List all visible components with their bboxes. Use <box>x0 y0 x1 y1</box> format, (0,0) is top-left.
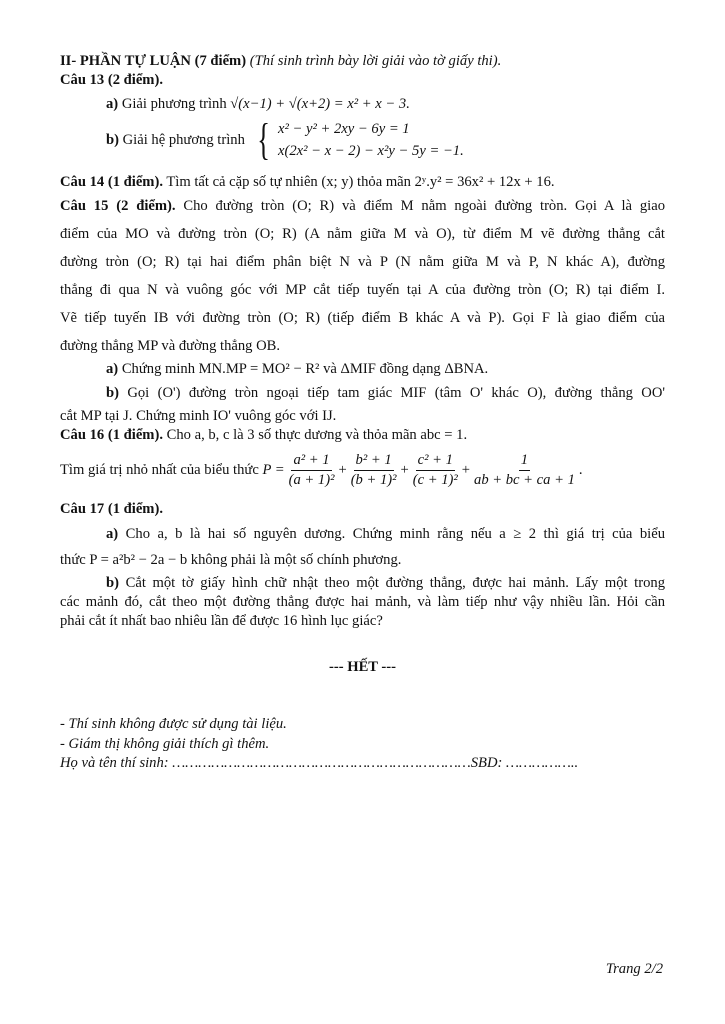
q15-b-label: b) <box>106 384 119 401</box>
q17-title: Câu 17 (1 điểm). <box>60 501 163 518</box>
q17-a-text-2: thức P = a²b² − 2a − b không phải là một số chính phương. <box>60 551 402 568</box>
q16-text-2: Tìm giá trị nhỏ nhất của biểu thức <box>60 462 259 479</box>
expression-end: . <box>578 462 583 479</box>
q15-part-a <box>60 360 665 379</box>
fraction-b <box>349 451 399 490</box>
q17-a-label: a) <box>106 526 119 543</box>
fraction-d-den: ab + bc + ca + 1 <box>474 471 575 488</box>
q16-title: Câu 16 (1 điểm). <box>60 427 163 444</box>
plus-sign: + <box>400 462 409 479</box>
q15-text-1: Cho đường tròn (O; R) và điểm M nằm ngoài đường tròn. Gọi A là giao <box>183 198 665 215</box>
note-1: - Thí sinh không được sử dụng tài liệu. <box>60 715 287 732</box>
plus-sign: + <box>461 462 471 479</box>
exam-notes <box>60 715 665 774</box>
page-number: Trang 2/2 <box>605 961 663 977</box>
fraction-c-den: (c + 1)² <box>412 471 458 488</box>
q15-line-4: thẳng đi qua N và vuông góc với MP cắt tiếp tuyến tại A của đường tròn (O; R) tại điểm I. <box>60 282 665 299</box>
fraction-a-den: (a + 1)² <box>288 471 335 488</box>
q13-b-text: Giải hệ phương trình <box>122 131 245 148</box>
q13-part-b <box>60 115 665 165</box>
q13-a-label: a) <box>106 95 119 112</box>
fraction-b-num: b² + 1 <box>354 451 394 470</box>
section-title: II- PHẦN TỰ LUẬN (7 điểm) <box>60 53 247 69</box>
fraction-d-num: 1 <box>519 451 530 470</box>
equation-system <box>278 118 464 163</box>
fraction-b-den: (b + 1)² <box>350 471 397 488</box>
fraction-d <box>472 451 577 490</box>
system-eq-2: x(2x² − x − 2) − x²y − 5y = −1. <box>278 143 464 160</box>
q13-b-label: b) <box>106 131 119 148</box>
fraction-a-num: a² + 1 <box>291 451 331 470</box>
end-mark: --- HẾT --- <box>328 658 396 675</box>
q13-a-expr: √(x−1) + √(x+2) = x² + x − 3. <box>230 95 410 112</box>
q14-text: Tìm tất cả cặp số tự nhiên (x; y) thỏa mãn 2ʸ.y² = 36x² + 12x + 16. <box>166 173 555 190</box>
q16-p-label: P = <box>262 462 285 479</box>
q15-line-1 <box>60 192 665 220</box>
system-eq-1: x² − y² + 2xy − 6y = 1 <box>278 120 410 137</box>
q17-part-a <box>60 525 665 544</box>
note-2: - Giám thị không giải thích gì thêm. <box>60 735 270 752</box>
q17-b-text: Cắt một tờ giấy hình chữ nhật theo một đường thẳng, được hai mảnh. Lấy một trong <box>125 574 665 591</box>
section-heading <box>60 52 665 71</box>
q15 <box>60 192 665 360</box>
q17-part-b <box>60 574 665 593</box>
q15-title: Câu 15 (2 điểm). <box>60 198 176 215</box>
system-brace-icon: { <box>257 115 270 165</box>
q16-expression <box>60 451 665 490</box>
q15-part-b <box>60 384 665 403</box>
q14-title: Câu 14 (1 điểm). <box>60 173 163 190</box>
fraction-a <box>287 451 337 490</box>
q15-line-2: điểm của MO và đường tròn (O; R) (A nằm giữa M và O), từ điểm M vẽ đường thẳng cắt <box>60 226 665 243</box>
fraction-c <box>411 451 460 490</box>
q13-a-text: Giải phương trình <box>121 95 227 112</box>
q15-a-label: a) <box>106 361 119 378</box>
q17-b-text-3: phải cắt ít nhất bao nhiêu lần để được 16 hình lục giác? <box>60 613 383 630</box>
q17-b-label: b) <box>106 574 119 591</box>
note-3: Họ và tên thí sinh: ……………………………………………………………SBD: …………….. <box>60 755 579 772</box>
q15-line-3: đường tròn (O; R) tại hai điểm phân biệt N và P (N nằm giữa M và P, N khác A), đường <box>60 254 665 271</box>
q13-title: Câu 13 (2 điểm). <box>60 72 163 89</box>
fraction-c-num: c² + 1 <box>416 451 455 470</box>
q15-a-text: Chứng minh MN.MP = MO² − R² và ΔMIF đồng dạng ΔBNA. <box>121 361 489 378</box>
q14 <box>60 173 665 192</box>
q15-b-text: Gọi (O') đường tròn ngoại tiếp tam giác MIF (tâm O' khác O), đường thẳng OO' <box>127 384 665 401</box>
q15-line-6: đường thẳng MP và đường thẳng OB. <box>60 338 281 355</box>
q17-a-text: Cho a, b là hai số nguyên dương. Chứng minh rằng nếu a ≥ 2 thì giá trị của biểu <box>125 526 666 543</box>
section-note: (Thí sinh trình bày lời giải vào tờ giấy thi). <box>249 53 502 69</box>
q13-part-a <box>60 95 665 114</box>
q15-line-5: Vẽ tiếp tuyến IB với đường tròn (O; R) (tiếp điểm B khác A và P). Gọi F là giao điểm của <box>60 310 665 327</box>
q15-b-text-2: cắt MP tại J. Chứng minh IO' vuông góc với IJ. <box>60 407 337 424</box>
plus-sign: + <box>338 462 347 479</box>
q17-b-text-2: các mảnh đó, cắt theo một đường thẳng được hai mảnh, và làm tiếp như vậy nhiều lần. Hỏi cần <box>60 594 665 611</box>
q16-text: Cho a, b, c là 3 số thực dương và thỏa mãn abc = 1. <box>166 427 468 444</box>
q16 <box>60 426 665 445</box>
